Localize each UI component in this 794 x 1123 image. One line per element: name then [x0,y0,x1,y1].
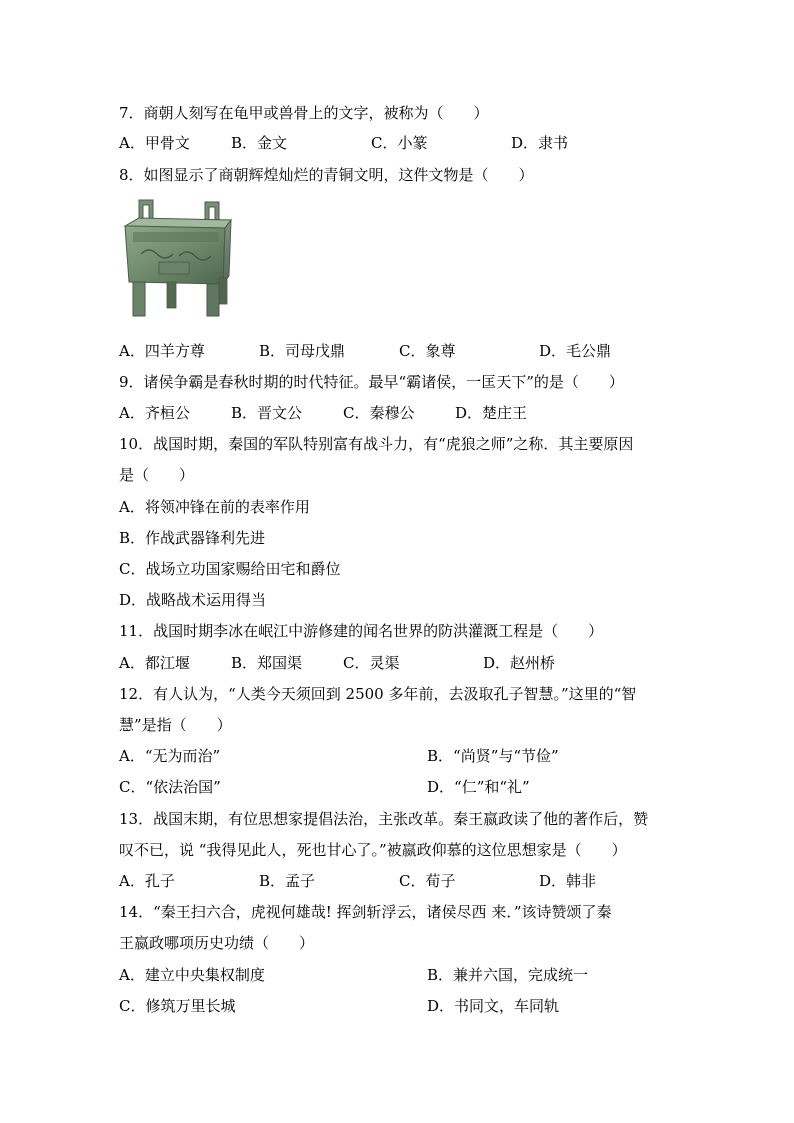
question-14-stem-line1: 14．“秦王扫六合，虎视何雄哉! 挥剑斩浮云，诸侯尽西 来．”该诗赞颂了秦 [119,903,612,921]
q12-option-a: A．“无为而治” [119,747,221,765]
q9-option-c: C．秦穆公 [343,404,415,422]
q12-option-c: C．“依法治国” [119,778,221,796]
q9-option-d: D．楚庄王 [455,404,528,422]
q10-option-b: B．作战武器锋利先进 [119,529,266,547]
q7-option-d: D．隶书 [511,134,569,152]
q11-option-a: A．都江堰 [119,654,190,672]
question-13-stem-line1: 13．战国末期，有位思想家提倡法治，主张改革。秦王嬴政读了他的著作后，赞 [119,810,649,828]
q9-option-a: A．齐桓公 [119,404,190,422]
q8-option-d: D．毛公鼎 [539,342,612,360]
question-14-stem-line2: 王嬴政哪项历史功绩（ ） [119,934,315,952]
q7-option-a: A．甲骨文 [119,134,190,152]
q10-option-d: D．战略战术运用得当 [119,591,267,609]
question-12-stem-line2: 慧”是指（ ） [119,716,232,734]
q8-option-a: A．四羊方尊 [119,342,205,360]
q8-option-b: B．司母戊鼎 [259,342,346,360]
q14-option-d: D．书同文，车同轨 [427,997,560,1015]
q11-option-b: B．郑国渠 [231,654,303,672]
question-10-stem-line1: 10．战国时期，秦国的军队特别富有战斗力，有“虎狼之师”之称．其主要原因 [119,435,634,453]
q13-option-b: B．孟子 [259,872,316,890]
question-9-stem: 9．诸侯争霸是春秋时期的时代特征。最早“霸诸侯，一匡天下”的是（ ） [119,373,624,391]
q10-option-a: A．将领冲锋在前的表率作用 [119,498,310,516]
question-8-stem: 8．如图显示了商朝辉煌灿烂的青铜文明，这件文物是（ ） [119,166,534,184]
q7-option-c: C．小篆 [371,134,428,152]
question-7-stem: 7．商朝人刻写在龟甲或兽骨上的文字，被称为（ ） [119,104,489,122]
question-11-stem: 11．战国时期李冰在岷江中游修建的闻名世界的防洪灌溉工程是（ ） [119,622,604,640]
q13-option-a: A．孔子 [119,872,175,890]
q9-option-b: B．晋文公 [231,404,303,422]
q12-option-b: B．“尚贤”与“节俭” [427,747,559,765]
q10-option-c: C．战场立功国家赐给田宅和爵位 [119,560,341,578]
q8-option-c: C．象尊 [399,342,456,360]
question-13-stem-line2: 叹不已，说 “我得见此人，死也甘心了。”被嬴政仰慕的这位思想家是（ ） [119,841,627,859]
bronze-ding-icon [119,196,237,326]
question-12-stem-line1: 12．有人认为，“人类今天须回到 2500 多年前，去汲取孔子智慧。”这里的“智 [119,685,637,703]
q11-option-d: D．赵州桥 [483,654,556,672]
q14-option-c: C．修筑万里长城 [119,997,236,1015]
question-10-stem-line2: 是（ ） [119,466,195,484]
q13-option-d: D．韩非 [539,872,597,890]
q13-option-c: C．荀子 [399,872,456,890]
q11-option-c: C．灵渠 [343,654,400,672]
q7-option-b: B．金文 [231,134,288,152]
q14-option-a: A．建立中央集权制度 [119,966,265,984]
q14-option-b: B．兼并六国，完成统一 [427,966,589,984]
q12-option-d: D．“仁”和“礼” [427,778,530,796]
